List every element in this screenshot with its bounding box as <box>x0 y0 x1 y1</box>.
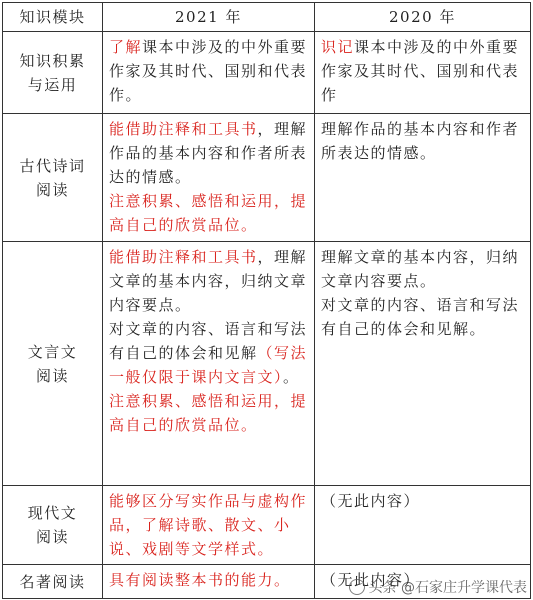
module-label-line: 与运用 <box>27 75 78 94</box>
table-row <box>3 242 531 486</box>
highlighted-text: 注意积累、感悟和运用，提高自己的欣赏品位。 <box>109 392 308 434</box>
highlighted-text: 具有阅读整本书的能力。 <box>109 571 291 589</box>
cell-2021 <box>103 32 315 114</box>
cell-2021 <box>103 114 315 242</box>
watermark-text: 头条 @石家庄升学课代表 <box>368 580 527 596</box>
module-label-line: 文言文 <box>27 342 78 361</box>
cell-2020 <box>315 242 531 486</box>
header-row <box>3 3 531 32</box>
watermark <box>349 577 527 597</box>
module-label-line: 阅读 <box>35 366 69 385</box>
highlighted-text: 了解 <box>109 38 143 56</box>
module-label-line: 现代文 <box>27 504 78 522</box>
watermark-logo-icon <box>349 579 365 595</box>
module-label-line: 阅读 <box>35 528 69 546</box>
cell-2021 <box>103 486 315 565</box>
module-cell <box>3 486 103 565</box>
cell-2020 <box>315 32 531 114</box>
header-2021: 2021 年 <box>103 3 315 32</box>
cell-2020 <box>315 486 531 565</box>
body-text: 。 <box>283 368 300 386</box>
body-text: 理解作品的基本内容和作者所表达的情感。 <box>321 120 520 162</box>
body-text: ，理解文章的基本内容，归纳文章内容要点。 <box>109 248 308 314</box>
table-row <box>3 32 531 114</box>
table-row <box>3 114 531 242</box>
cell-2020 <box>315 114 531 242</box>
module-label-line: 知识积累 <box>19 51 86 70</box>
cell-2021 <box>103 242 315 486</box>
cell-2021 <box>103 565 315 599</box>
highlighted-text: 识记 <box>321 38 355 56</box>
body-text: 对文章的内容、语言和写法有自己的体会和见解 <box>109 320 308 362</box>
highlighted-text: （写法一般仅限于课内文言文） <box>109 344 308 386</box>
module-label-line: 名著阅读 <box>19 572 86 591</box>
module-label-line: 阅读 <box>35 180 69 199</box>
body-text: 课本中涉及的中外重要作家及其时代、国别和代表作。 <box>109 38 308 104</box>
body-text: ，理解作品的基本内容和作者所表达的情感。 <box>109 120 308 186</box>
module-label-line: 古代诗词 <box>19 156 86 175</box>
highlighted-text: 注意积累、感悟和运用，提高自己的欣赏品位。 <box>109 192 308 234</box>
header-module: 知识模块 <box>3 3 103 32</box>
module-cell <box>3 242 103 486</box>
module-cell <box>3 565 103 599</box>
highlighted-text: 能借助注释和工具书 <box>109 248 258 266</box>
highlighted-text: 能借助注释和工具书 <box>109 120 258 138</box>
table-row <box>3 486 531 565</box>
highlighted-text: 能够区分写实作品与虚构作品，了解诗歌、散文、小说、戏剧等文学样式。 <box>109 492 308 558</box>
module-cell <box>3 32 103 114</box>
body-text: 理解文章的基本内容，归纳文章内容要点。 <box>321 248 520 290</box>
comparison-table <box>2 2 531 599</box>
body-text: （无此内容） <box>321 492 421 510</box>
module-cell <box>3 114 103 242</box>
body-text: 课本中涉及的中外重要作家及其时代、国别和代表作 <box>321 38 520 104</box>
body-text: 对文章的内容、语言和写法有自己的体会和见解。 <box>321 296 520 338</box>
header-2020: 2020 年 <box>315 3 531 32</box>
body-text: （无此内容） <box>321 571 421 589</box>
